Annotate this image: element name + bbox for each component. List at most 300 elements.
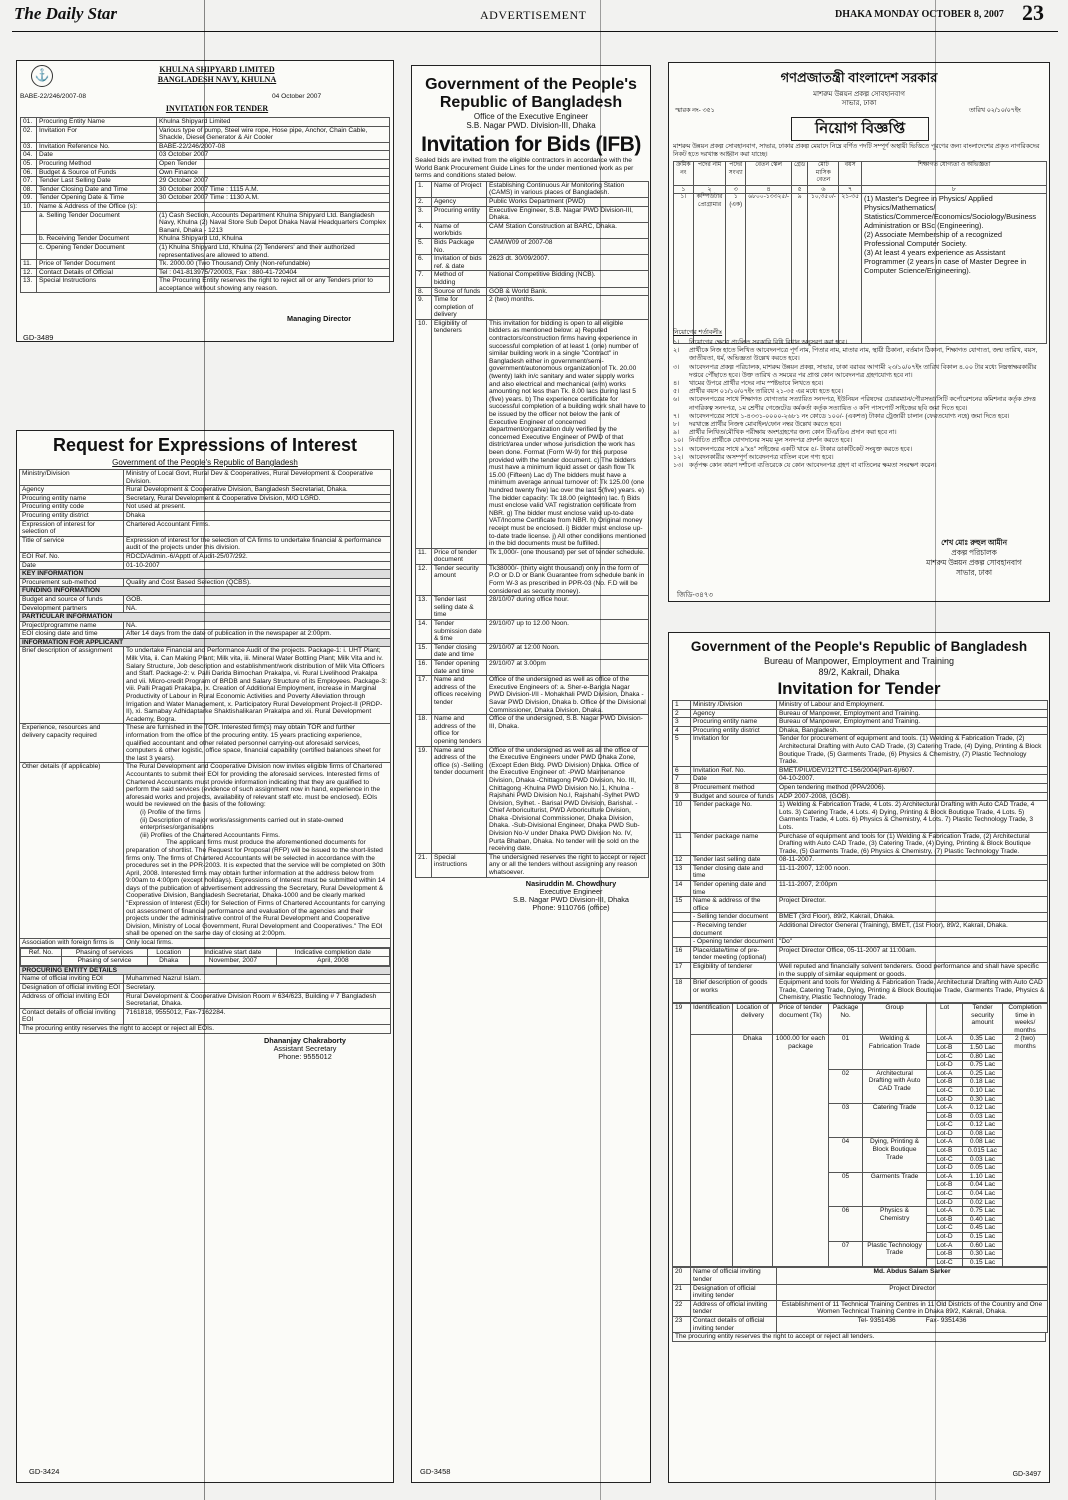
table-cell: Location of delivery bbox=[733, 1003, 773, 1034]
table-cell: Location bbox=[148, 948, 190, 957]
table-cell: ১ (এক) bbox=[726, 194, 746, 344]
table-cell: 2 (two) months bbox=[1003, 1035, 1048, 1267]
table-cell: 08. bbox=[21, 185, 37, 194]
table-row bbox=[21, 118, 390, 127]
table-row bbox=[21, 177, 390, 186]
table-cell: Brief description of assignment bbox=[20, 647, 124, 724]
qualification-item: (2) Associate Membership of a recognized Professional Computer Society. bbox=[864, 230, 1003, 249]
condition-text: দরখাস্তে প্রার্থীর নিজস্ব মোবাইল/ফোন নম্বর উল্লেখ করতে হবে। bbox=[689, 421, 842, 429]
table-cell: ৩ bbox=[726, 185, 746, 194]
bn-ref: স্মারক নং- ৩৫১ bbox=[675, 107, 715, 114]
condition-text: আবেদনপত্র প্রকল্প পরিচালক, মাশরুম উন্নয়ন প্রকল্প, সাভার, ঢাকা বরাবর আগামী ২৩/১০/০৭ইং তারিখ বিকাল ৪.০০ টার মধ্যে নিম্নস্বাক্ষরকারীর দপ্তরে পৌঁছাতে হবে। উক্ত তারিখ ও সময়ের পর প্রাপ্ত কোন আবেদনপত্র গ্রহণযোগ্য হবে না। bbox=[689, 363, 1037, 379]
ifb-office: Office of the Executive Engineer bbox=[473, 112, 589, 121]
table-row bbox=[416, 197, 649, 206]
table-cell: BMET (3rd Floor), 89/2, Kakrail, Dhaka. bbox=[777, 913, 1048, 922]
table-cell: 6. bbox=[416, 255, 432, 271]
table-cell: 01-10-2007 bbox=[124, 561, 391, 570]
table-row bbox=[416, 255, 649, 271]
table-cell: 0.75 Lac bbox=[963, 1061, 1003, 1070]
table-row bbox=[21, 194, 390, 203]
table-cell: Expression of interest for selection of bbox=[20, 520, 124, 536]
table-cell: Secretary. bbox=[124, 984, 391, 993]
table-cell: 15 bbox=[673, 897, 691, 913]
table-row bbox=[416, 287, 649, 296]
table-cell: Invitation For bbox=[37, 126, 157, 142]
eoi-phasing-table bbox=[20, 948, 390, 966]
table-row bbox=[673, 775, 1048, 784]
table-cell: Lot-B bbox=[927, 1112, 963, 1121]
table-cell bbox=[20, 947, 391, 966]
bn-date: তারিখ ০২/১০/০৭ইং bbox=[969, 107, 1021, 114]
table-cell: Date bbox=[37, 151, 157, 160]
table-cell: Project/programme name bbox=[20, 621, 124, 630]
ifb-h2: Republic of Bangladesh bbox=[439, 94, 623, 111]
table-row bbox=[20, 724, 391, 763]
table-row bbox=[21, 211, 390, 235]
table-cell: 0.02 Lac bbox=[963, 1198, 1003, 1207]
table-cell: 0.08 Lac bbox=[963, 1138, 1003, 1147]
masthead-section: ADVERTISEMENT bbox=[480, 8, 587, 22]
table-cell: Dhaka bbox=[124, 511, 391, 520]
lot-header-row bbox=[673, 1003, 1048, 1034]
table-cell: 13. bbox=[416, 596, 432, 620]
table-row bbox=[20, 520, 391, 536]
table-cell: পদের সংখ্যা bbox=[726, 162, 746, 186]
eoi-criteria-item: (iii) Profiles of the Chartered Accountants Firms. bbox=[140, 831, 280, 839]
table-cell bbox=[673, 913, 691, 922]
ifb-signature-phone: Phone: 9110766 (office) bbox=[532, 902, 610, 912]
table-row bbox=[20, 536, 391, 552]
table-cell: 06 bbox=[829, 1207, 863, 1241]
table-cell: The Procuring Entity reserves the right to reject all or any Tenders prior to acceptance without showing any reason. bbox=[157, 277, 390, 293]
table-cell: Md. Abdus Salam Sarker bbox=[777, 1268, 1048, 1284]
table-row bbox=[21, 142, 390, 151]
table-cell: 2 (two) months. bbox=[487, 296, 649, 320]
table-row bbox=[20, 939, 391, 948]
table-cell: 3 bbox=[673, 718, 691, 727]
table-cell: Association with foreign firms is bbox=[20, 939, 124, 948]
eoi-title: Request for Expressions of Interest bbox=[52, 435, 358, 455]
table-cell: Dhaka, Bangladesh. bbox=[777, 726, 1048, 735]
table-cell: Procurement method bbox=[691, 783, 777, 792]
table-cell: 10 bbox=[673, 801, 691, 832]
table-row bbox=[416, 206, 649, 222]
table-cell: 04-10-2007. bbox=[777, 775, 1048, 784]
table-cell: Procuring entity bbox=[432, 206, 487, 222]
table-cell: Not used at present. bbox=[124, 503, 391, 512]
table-cell: 0.80 Lac bbox=[963, 1052, 1003, 1061]
condition-text: আবেদনপত্রের সাথে শিক্ষাগত যোগ্যতার সত্যায়িত সনদপত্র, ইউনিয়ন পরিষদের চেয়ারম্যান/পৌরসভা/সিটি কর্পোরেশনের কমিশনার কর্তৃক প্রদত্ত নাগরিকত্ব সনদপত্র, ১ম শ্রেণীর গেজেটেড কর্মকর্তা কর্তৃক সত্যায়িত ৩ কপি পাসপোর্ট সাইজের ছবি জমা দিতে হবে। bbox=[689, 396, 1036, 412]
condition-item bbox=[673, 454, 1047, 462]
condition-item bbox=[673, 347, 1047, 363]
condition-text: প্রার্থীর বয়স ০১/১০/০৭ইং তারিখে ২১-৩৫ এর মধ্যে হতে হবে। bbox=[689, 388, 844, 396]
table-row bbox=[21, 151, 390, 160]
table-cell: Lot-C bbox=[927, 1155, 963, 1164]
table-cell: Name of official inviting tender bbox=[691, 1268, 777, 1284]
table-cell: ৬ bbox=[808, 185, 839, 194]
table-cell: 9 bbox=[673, 792, 691, 801]
table-cell: Catering Trade bbox=[863, 1104, 927, 1138]
phasing-row bbox=[20, 947, 391, 966]
table-cell: Procuring entity district bbox=[691, 726, 777, 735]
condition-number: ৫। bbox=[673, 388, 680, 396]
table-cell: Lot-D bbox=[927, 1129, 963, 1138]
table-cell: - Receiving tender document bbox=[691, 922, 777, 938]
table-cell: NA. bbox=[124, 604, 391, 613]
table-cell: Physics & Chemistry bbox=[863, 1207, 927, 1241]
table-cell: Contact details of official inviting tender bbox=[691, 1316, 777, 1332]
table-cell: 0.75 Lac bbox=[963, 1207, 1003, 1216]
table-cell: - Opening tender document bbox=[691, 938, 777, 947]
section-particular bbox=[20, 613, 391, 622]
condition-item bbox=[673, 364, 1047, 380]
table-cell: Lot-D bbox=[927, 1095, 963, 1104]
table-cell: Tender package No. bbox=[691, 801, 777, 832]
table-row bbox=[21, 260, 390, 269]
table-cell bbox=[862, 194, 1047, 344]
eoi-footer: The procuring entity reserves the right to accept or reject all EOIs. bbox=[19, 1025, 391, 1034]
masthead-page-number: 23 bbox=[1022, 0, 1044, 25]
table-cell: 1000.00 for each package bbox=[773, 1035, 829, 1267]
table-cell bbox=[21, 235, 37, 244]
table-cell: Special instructions bbox=[432, 853, 487, 877]
table-row bbox=[416, 643, 649, 659]
table-cell: Equipment and tools for Welding & Fabrication Trade, Architectural Drafting with Auto CAD Trade, Catering Trade, Dying, Printing & Block Boutique Trade, Garments Trade, Physics & Chemistry, Plastic Technology Trade. bbox=[777, 979, 1048, 1003]
table-row bbox=[416, 271, 649, 287]
table-cell: Lot-C bbox=[927, 1121, 963, 1130]
table-cell: Lot-B bbox=[927, 1181, 963, 1190]
table-cell: Tk38000/- (thirty eight thousand) only in the form of P.O or D.D or Bank Guarantee from schedule bank in Form W-3 as prescribed in PPR-03 (No. F.D will be considered as security money). bbox=[487, 564, 649, 595]
table-cell: Other details (if applicable) bbox=[20, 763, 124, 939]
table-cell: 0.03 Lac bbox=[963, 1155, 1003, 1164]
table-cell: ৭ bbox=[839, 185, 862, 194]
khulna-signer: Managing Director bbox=[287, 314, 352, 323]
condition-text: কর্তৃপক্ষ কোন কারণ দর্শানো ব্যতিরেকে যে কোন আবেদনপত্র গ্রহণ বা বাতিলের ক্ষমতা সংরক্ষণ করেন। bbox=[689, 462, 937, 470]
table-cell: Chartered Accountant Firms. bbox=[124, 520, 391, 536]
table-cell: b. Receiving Tender Document bbox=[37, 235, 157, 244]
table-cell: 0.03 Lac bbox=[963, 1112, 1003, 1121]
table-cell: 30 October 2007 Time : 1115 A.M. bbox=[157, 185, 390, 194]
table-cell: 2623 dt. 30/09/2007. bbox=[487, 255, 649, 271]
table-cell: Method of bidding bbox=[432, 271, 487, 287]
bn-signature-location: সাভার, ঢাকা bbox=[955, 568, 993, 577]
table-row bbox=[20, 511, 391, 520]
table-cell: Tk 1,000/- (one thousand) per set of tender schedule. bbox=[487, 548, 649, 564]
table-cell: Open Tender bbox=[157, 159, 390, 168]
table-cell: Project Director bbox=[777, 1284, 1048, 1300]
table-cell: Own Finance bbox=[157, 168, 390, 177]
table-row bbox=[673, 963, 1048, 979]
table-row bbox=[673, 832, 1048, 856]
table-row bbox=[416, 660, 649, 676]
table-cell: RDCD/Admin.-6/Apptt of Audit-25/07/292. bbox=[124, 552, 391, 561]
table-cell: Eligibility of tenderers bbox=[432, 319, 487, 548]
table-cell bbox=[21, 243, 37, 259]
table-cell: Lot bbox=[927, 1003, 963, 1034]
table-cell: 03 bbox=[829, 1104, 863, 1138]
table-cell: 06. bbox=[21, 168, 37, 177]
condition-item bbox=[673, 421, 1047, 429]
eoi-signature-phone: Phone: 9555012 bbox=[278, 1051, 332, 1061]
qualification-item: (1) Master's Degree in Physics/ Applied Physics/Mathematics/ Statistics/Commerce/Economics/Sociology/Business Administration or BSc (Engineering). bbox=[864, 194, 1037, 231]
table-row bbox=[20, 630, 391, 639]
table-cell: 19. bbox=[416, 746, 432, 853]
table-cell: "Do" bbox=[777, 938, 1048, 947]
table-cell: 0.60 Lac bbox=[963, 1241, 1003, 1250]
table-cell: Muhammed Nazrul Islam. bbox=[124, 975, 391, 984]
table-cell: Identification bbox=[691, 1003, 733, 1034]
condition-text: আবেদনকারীর অসম্পূর্ণ আবেদনপত্র বাতিল বলে গণ্য হবে। bbox=[689, 453, 834, 461]
table-cell bbox=[21, 957, 62, 966]
bn-post-table bbox=[673, 161, 1047, 344]
table-cell: 0.25 Lac bbox=[963, 1069, 1003, 1078]
table-cell: 1) Welding & Fabrication Trade, 4 Lots. 2) Architectural Drafting with Auto CAD Trade, 4 Lots. 3) Catering Trade, 4 Lots. 4) Dying, Printing & Block Boutique Trade, 4 Lots. 5) Garments Trade, 4 Lots. 6) Physics & Chemistry, 4 Lots. 7) Plastic Technology Trade, 3 Lots. bbox=[777, 801, 1048, 832]
table-row bbox=[21, 957, 390, 966]
table-cell: 11 bbox=[673, 832, 691, 856]
table-row bbox=[20, 595, 391, 604]
table-cell: 11-11-2007, 2:00pm bbox=[777, 881, 1048, 897]
table-cell: পদের নাম bbox=[693, 162, 726, 186]
table-cell: Rural Development & Cooperative Division, Bangladesh Secretariat, Dhaka. bbox=[124, 486, 391, 495]
table-row bbox=[416, 564, 649, 595]
eoi-other-details-2: The applicant firms must produce the aforementioned documents for preparation of shortlist. The Request for Proposal (RFP) will be issued to the short-listed firms only. The firms of Chartered Accountants will be selected in accordance with the procedures set in the PPR-2003. It is expected that the service will be completed on 30th April, 2008. Interested firms may obtain further information at the address below from 9:00am to 4:00pm (except holidays). Expressions of Interest must be submitted within 14 days of the publication of advertisement addressing the Secretary, Rural Development & Cooperative Division, Bangladesh Secretariat, Dhaka-1000 and be clearly marked "Expression of Interest (EOI) for Selection of Firms of Chartered Accountants for carrying out assessment of financial performance and evaluation of the agencies and their projects under the administrative control of the Rural Development and Cooperative Division, Ministry of Local Government, Rural Development and Cooperatives." The EOI shall be opened on the same day of closing at 2:00pm. bbox=[126, 839, 386, 938]
table-cell: Tender Closing Date and Time bbox=[37, 185, 157, 194]
table-cell: 2. bbox=[416, 197, 432, 206]
table-row bbox=[674, 194, 1047, 344]
table-cell: Lot-B bbox=[927, 1215, 963, 1224]
table-cell: Ministry of Labour and Employment. bbox=[777, 701, 1048, 710]
table-cell: 0.10 Lac bbox=[963, 1086, 1003, 1095]
table-row bbox=[20, 975, 391, 984]
bmet-tel: Tel- 9351436 bbox=[857, 1316, 896, 1324]
table-cell: মোট মাসিক বেতন bbox=[808, 162, 839, 186]
table-cell: Price of tender document (Tk) bbox=[773, 1003, 829, 1034]
masthead-dateline: DHAKA MONDAY OCTOBER 8, 2007 bbox=[835, 9, 1004, 20]
table-row bbox=[673, 946, 1048, 962]
table-cell: শিক্ষাগত যোগ্যতা ও অভিজ্ঞতা bbox=[862, 162, 1047, 186]
condition-number: ১। bbox=[673, 339, 680, 346]
table-cell: Date bbox=[691, 775, 777, 784]
table-cell: 0.18 Lac bbox=[963, 1078, 1003, 1087]
table-cell: Invitation of bids ref. & date bbox=[432, 255, 487, 271]
table-cell: 17 bbox=[673, 963, 691, 979]
table-cell: Lot-C bbox=[927, 1086, 963, 1095]
condition-text: প্রার্থীর লিখিত/মৌখিক পরীক্ষায় অংশগ্রহণের জন্য কোন টিএ/ডিএ প্রদান করা হবে না। bbox=[689, 429, 897, 437]
table-row bbox=[673, 938, 1048, 947]
table-row bbox=[416, 222, 649, 238]
eoi-criteria-item: (ii) Description of major works/assignments carried out in state-owned enterprises/organisations bbox=[140, 816, 344, 832]
condition-number: ৩। bbox=[673, 363, 680, 371]
table-row bbox=[673, 856, 1048, 865]
table-cell: Establishment of 11 Technical Training Centres in 11 Old Districts of the Country and One Women Technical Training Centre in Dhaka 89/2, Kakrail, Dhaka. bbox=[777, 1300, 1048, 1316]
table-row bbox=[673, 783, 1048, 792]
table-row bbox=[20, 552, 391, 561]
table-row bbox=[673, 1268, 1048, 1284]
eoi-signature-designation: Assistant Secretary bbox=[273, 1043, 337, 1053]
table-row bbox=[416, 620, 649, 644]
table-cell: 0.30 Lac bbox=[963, 1095, 1003, 1104]
table-row bbox=[20, 503, 391, 512]
table-cell: Lot-A bbox=[927, 1207, 963, 1216]
table-cell: Ministry/Division bbox=[20, 470, 124, 486]
table-cell: Special Instructions bbox=[37, 277, 157, 293]
table-cell: 02. bbox=[21, 126, 37, 142]
section-key-information bbox=[20, 570, 391, 579]
table-cell: 7. bbox=[416, 271, 432, 287]
table-cell: Tender security amount bbox=[963, 1003, 1003, 1034]
table-cell: 04 bbox=[829, 1138, 863, 1172]
table-cell: a. Selling Tender Document bbox=[37, 211, 157, 235]
condition-text: আবেদনপত্রের সাথে ১-৪৩৩১-০০০০-২৬৮১ নং কোডে ১০০/- (একশত) টাকার ট্রেজারী চালান (ফেরতযোগ্য নহে) জমা দিতে হবে। bbox=[689, 412, 1010, 420]
condition-number: ২। bbox=[673, 347, 680, 355]
table-row bbox=[416, 676, 649, 715]
bn-title: নিয়োগ বিজ্ঞপ্তি bbox=[791, 117, 929, 141]
table-row bbox=[673, 913, 1048, 922]
table-cell: April, 2008 bbox=[276, 957, 389, 966]
table-cell: 03. bbox=[21, 142, 37, 151]
table-row bbox=[20, 984, 391, 993]
table-cell: Agency bbox=[20, 486, 124, 495]
table-cell: Name of work/bids bbox=[432, 222, 487, 238]
table-cell: EOI closing date and time bbox=[20, 630, 124, 639]
table-cell: 09. bbox=[21, 194, 37, 203]
bmet-bureau: Bureau of Manpower, Employment and Training bbox=[763, 656, 955, 666]
table-row bbox=[20, 494, 391, 503]
table-cell: বয়স bbox=[839, 162, 862, 186]
ifb-signature-designation: Executive Engineer bbox=[539, 886, 603, 896]
condition-item bbox=[673, 396, 1047, 412]
ifb-gd: GD-3458 bbox=[420, 1467, 451, 1476]
table-row bbox=[673, 1316, 1048, 1332]
table-row bbox=[20, 561, 391, 570]
table-cell: Lot-B bbox=[927, 1043, 963, 1052]
table-cell: Lot-C bbox=[927, 1224, 963, 1233]
table-cell: ৮ bbox=[862, 185, 1047, 194]
table-row bbox=[673, 709, 1048, 718]
table-cell: Phasing of services bbox=[61, 948, 148, 957]
table-row bbox=[21, 243, 390, 259]
table-cell: KEY INFORMATION bbox=[20, 570, 391, 579]
table-cell: 0.04 Lac bbox=[963, 1190, 1003, 1199]
table-cell: Tender submission date & time bbox=[432, 620, 487, 644]
condition-text: প্রার্থীকে নিজ হাতে লিখিত আবেদনপত্রে পূর্ণ নাম, পিতার নাম, মাতার নাম, স্থায়ী ঠিকানা, বর্তমান ঠিকানা, শিক্ষাগত যোগ্যতা, জন্ম তারিখ, বয়স, জাতীয়তা, ধর্ম, অভিজ্ঞতা উল্লেখ করতে হবে। bbox=[689, 347, 1038, 363]
table-row bbox=[674, 162, 1047, 186]
table-cell: Development partners bbox=[20, 604, 124, 613]
table-cell: Indicative start date bbox=[190, 948, 277, 957]
table-cell: 14 bbox=[673, 881, 691, 897]
table-cell: Tender Last Selling Date bbox=[37, 177, 157, 186]
table-cell: Contact details of official inviting EOI bbox=[20, 1008, 124, 1024]
table-cell: 18 bbox=[673, 979, 691, 1003]
table-row bbox=[20, 992, 391, 1008]
table-cell: 1 bbox=[673, 701, 691, 710]
bn-signature-name: শেখ মোঃ রুহুল আমীন bbox=[941, 538, 1007, 547]
table-cell: 16. bbox=[416, 660, 432, 676]
ifb-ad bbox=[411, 65, 651, 1483]
table-cell bbox=[777, 1316, 1048, 1332]
table-row bbox=[673, 897, 1048, 913]
table-cell: Lot-A bbox=[927, 1069, 963, 1078]
khulna-ref: BABE-22/246/2007-08 bbox=[20, 93, 86, 100]
table-cell: 0.35 Lac bbox=[963, 1035, 1003, 1044]
table-cell: Lot-A bbox=[927, 1138, 963, 1147]
table-cell: Title of service bbox=[20, 536, 124, 552]
table-cell: Procurement sub-method bbox=[20, 578, 124, 587]
table-row bbox=[673, 881, 1048, 897]
table-cell: Executive Engineer, S.B. Nagar PWD Division-III, Dhaka. bbox=[487, 206, 649, 222]
table-cell: Lot-D bbox=[927, 1061, 963, 1070]
table-cell: 7 bbox=[673, 775, 691, 784]
table-cell: 0.15 Lac bbox=[963, 1258, 1003, 1267]
table-cell: These are furnished in the TOR. Interested firm(s) may obtain TOR and further information from the office of the procuring entity. 15 years practicing experience, qualified accountant and other related personnel carrying-out aforesaid services, computers & other logistic, office space, financial capability (certified balances sheet for the last 3 years). bbox=[124, 724, 391, 763]
table-cell: BABE-22/246/2007-08 bbox=[157, 142, 390, 151]
table-row bbox=[673, 801, 1048, 832]
table-cell: 29/10/07 at 12:00 Noon. bbox=[487, 643, 649, 659]
bn-govt: গণপ্রজাতন্ত্রী বাংলাদেশ সরকার bbox=[780, 70, 938, 85]
table-row bbox=[673, 701, 1048, 710]
table-row bbox=[21, 185, 390, 194]
bmet-address: 89/2, Kakrail, Dhaka bbox=[818, 667, 900, 677]
table-cell: 01 bbox=[829, 1035, 863, 1069]
table-cell: Office of the undersigned as well as office of the Executive Engineers of: a. Sher-e-Bangla Nagar PWD Division-I/II - Mohakhali PWD Division, Dhaka - Savar PWD Division, Dhaka b. Office of the Divisional Commissioner, Dhaka Division, Dhaka. bbox=[487, 676, 649, 715]
table-cell: Designation of official inviting EOI bbox=[20, 984, 124, 993]
table-cell: Tender Opening Date & Time bbox=[37, 194, 157, 203]
table-cell: 15. bbox=[416, 643, 432, 659]
table-cell: 05 bbox=[829, 1172, 863, 1206]
table-cell: (1) Khulna Shipyard Ltd, Khulna (2) Tenderers' and their authorized representatives are allowed to attend. bbox=[157, 243, 390, 259]
table-cell: Procuring Method bbox=[37, 159, 157, 168]
condition-number: ১১। bbox=[673, 445, 684, 453]
table-cell: The undersigned reserves the right to accept or reject any or all the tenders without assigning any reason whatsoever. bbox=[487, 853, 649, 877]
table-cell bbox=[124, 763, 391, 939]
table-cell: EOI Ref. No. bbox=[20, 552, 124, 561]
table-cell: 6 bbox=[673, 766, 691, 775]
table-cell bbox=[157, 202, 390, 211]
table-cell: Budget and source of funds bbox=[20, 595, 124, 604]
table-cell: 02 bbox=[829, 1069, 863, 1103]
table-cell: Bureau of Manpower, Employment and Training. bbox=[777, 718, 1048, 727]
table-cell: ১০,৩৫০/- bbox=[808, 194, 839, 344]
table-cell: To undertake Financial and Performance Audit of the projects. Package-1: i. UHT Plant; Milk Vita, ii. Can Making Plant; Milk vita, iii. Mineral Water Bottling Plant; Milk Vita and iv. Salary Structure, Job description and establishment/work distribution of Milk Vita Officers and Staff. Package-2: v. Palli Darida Bimochan Prakalpa, vi. Rural Livelihood Prakalpa and vii. Micro-credit Program of BRDB and Salary Structure of its Employees. Package-3: viii. Palli Pragati Prakalpa, ix. Creation of Additional Employment, increase in Marginal Productivity of Labour in Rural Economic Activities and Poverty Alleviation through Irrigation and Water Management, x. Participatory Rural Development Project-II (PRDP-II), xi. Samabay Adhidaptarke Shaktishalikaran Prakalpa and xii. Rural Development Academy, Bogra. bbox=[124, 647, 391, 724]
table-cell: INFORMATION FOR APPLICANT bbox=[20, 638, 391, 647]
table-cell: ২১-৩৫ bbox=[839, 194, 862, 344]
table-cell: Name and address of the office for opening tenders bbox=[432, 715, 487, 746]
table-cell: Name & address of the office bbox=[691, 897, 777, 913]
table-cell: Eligibility of tenderer bbox=[691, 963, 777, 979]
table-cell: 18. bbox=[416, 715, 432, 746]
table-cell: (1) Cash Section, Accounts Department Khulna Shipyard Ltd. Bangladesh Navy, Khulna (2) Naval Store Sub Depot Dhaka Naval Headquarters Complex Banani, Dhaka - 1213 bbox=[157, 211, 390, 235]
table-cell: 3. bbox=[416, 206, 432, 222]
table-cell: গ্রেড bbox=[791, 162, 807, 186]
table-cell: Ministry /Division bbox=[691, 701, 777, 710]
table-cell: Lot-B bbox=[927, 1078, 963, 1087]
bmet-tender-ad bbox=[668, 632, 1050, 1483]
table-cell: 23 bbox=[673, 1316, 691, 1332]
table-cell: Date bbox=[20, 561, 124, 570]
table-cell: GOB & World Bank. bbox=[487, 287, 649, 296]
table-cell: 07 bbox=[829, 1241, 863, 1267]
table-row bbox=[21, 277, 390, 293]
table-cell: 12. bbox=[21, 268, 37, 277]
table-cell bbox=[691, 1035, 733, 1267]
table-cell: Procuring entity district bbox=[20, 511, 124, 520]
table-cell: Khulna Shipyard Ltd, Khulna bbox=[157, 235, 390, 244]
bmet-govt: Government of the People's Republic of Bangladesh bbox=[690, 639, 1028, 654]
condition-number: ৮। bbox=[673, 421, 680, 429]
table-cell: 0.05 Lac bbox=[963, 1164, 1003, 1173]
khulna-date: 04 October 2007 bbox=[272, 93, 322, 100]
table-cell: 29/10/07 at 3.00pm bbox=[487, 660, 649, 676]
